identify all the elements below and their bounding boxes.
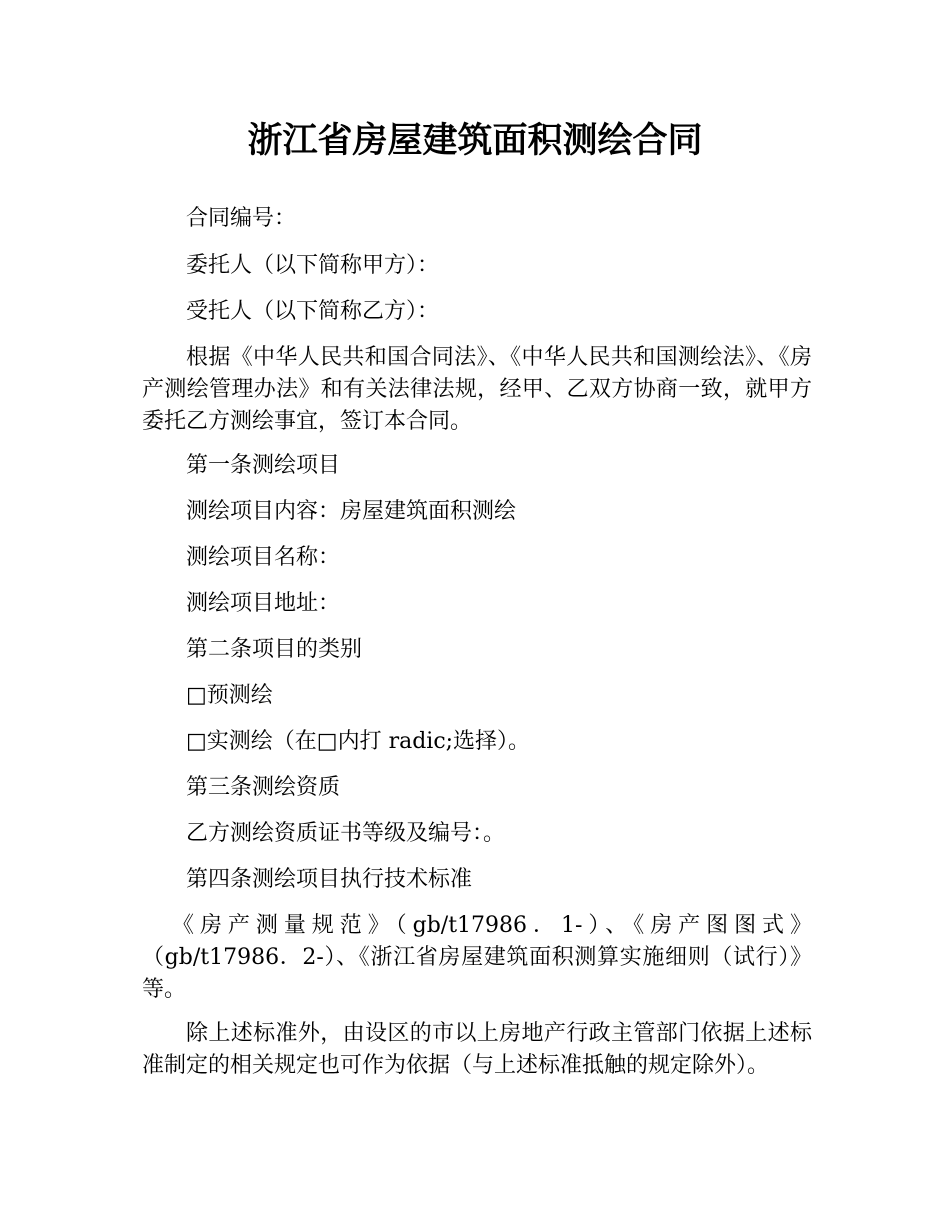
article-1-project-name: 测绘项目名称： — [186, 545, 341, 570]
option-pre-survey: □预测绘 — [186, 683, 273, 708]
party-a-line: 委托人（以下简称甲方）： — [186, 253, 440, 278]
option-actual-survey: □实测绘（在□内打 radic;选择）。 — [186, 729, 531, 754]
article-1-content: 测绘项目内容：房屋建筑面积测绘 — [186, 499, 517, 524]
article-2-heading: 第二条项目的类别 — [186, 637, 363, 662]
article-4-extra: 除上述标准外，由设区的市以上房地产行政主管部门依据上述标准制定的相关规定也可作为依据（与上述标准抵触的规定除外）。 — [142, 1021, 812, 1078]
contract-number-line: 合同编号： — [186, 206, 297, 231]
article-3-content: 乙方测绘资质证书等级及编号：。 — [186, 821, 506, 846]
article-1-heading: 第一条测绘项目 — [186, 453, 341, 478]
article-3-heading: 第三条测绘资质 — [186, 775, 341, 800]
document-title: 浙江省房屋建筑面积测绘合同 — [247, 121, 703, 161]
article-4-heading: 第四条测绘项目执行技术标准 — [186, 867, 473, 892]
article-1-project-address: 测绘项目地址： — [186, 591, 341, 616]
intro-paragraph: 根据《中华人民共和国合同法》、《中华人民共和国测绘法》、《房产测绘管理办法》和有关法律法规，经甲、乙双方协商一致，就甲方委托乙方测绘事宜，签订本合同。 — [142, 345, 812, 434]
article-4-standards: 《房产测量规范》（gb/t17986．1-）、《房产图图式》（gb/t17986．2-）、《浙江省房屋建筑面积测算实施细则（试行）》等。 — [142, 913, 812, 1002]
party-b-line: 受托人（以下简称乙方）： — [186, 299, 440, 324]
